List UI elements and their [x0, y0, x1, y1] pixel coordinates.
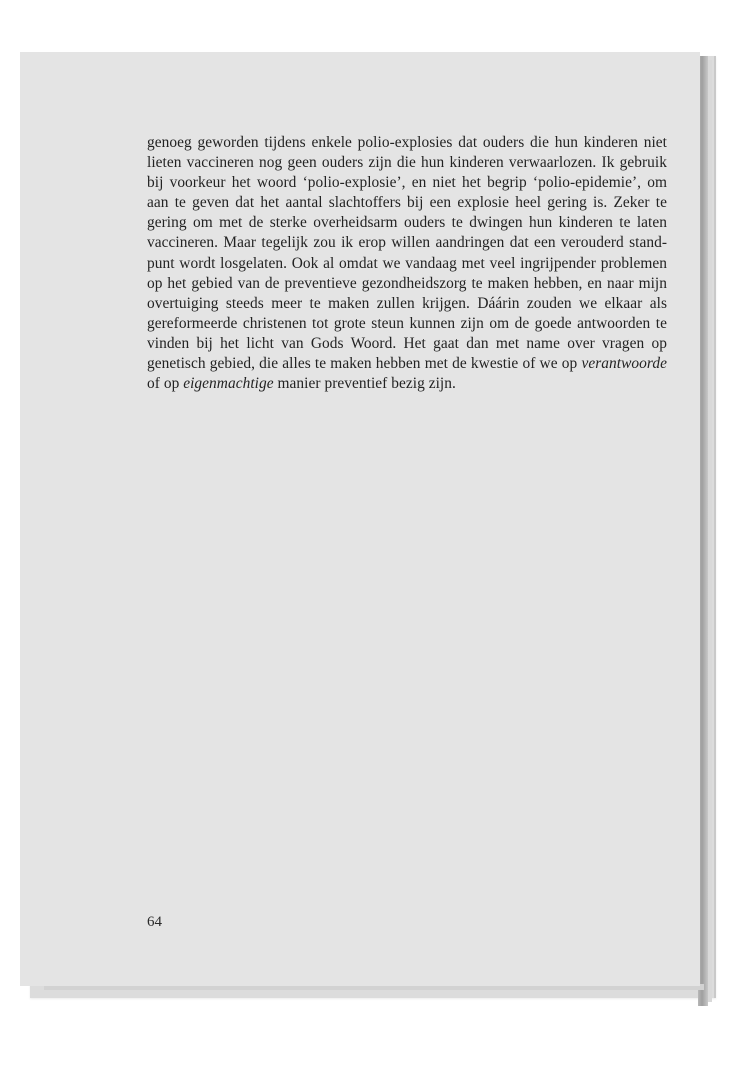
paragraph-italic-verantwoorde: verantwoorde [581, 355, 667, 373]
body-paragraph [147, 133, 667, 394]
paragraph-text-part-3: manier preventief bezig zijn. [273, 375, 456, 393]
page-number: 64 [147, 914, 162, 930]
paragraph-text-part-1: genoeg geworden tijdens enkele polio-explosies dat ouders die hun kinderen niet lieten vaccineren nog geen ouders zijn die hun kinderen verwaarlozen. Ik gebruik bij voorkeur het woord ‘polio-explosie’, en niet het begrip ‘polio-epidemie’, om aan te geven dat het aantal slachtoffers bij een explosie heel gering is. Zeker te gering om met de sterke overheidsarm ouders te dwingen hun kinderen te laten vaccineren. Maar tegelijk zou ik erop willen aandringen dat een verouderd standpunt wordt losgelaten. Ook al omdat we vandaag met veel ingrijpender problemen op het gebied van de preventieve gezondheidszorg te maken hebben, en naar mijn overtuiging steeds meer te maken zullen krijgen. Dáárin zouden we elkaar als gereformeerde christenen tot grote steun kunnen zijn om de goede antwoorden te vinden bij het licht van Gods Woord. Het gaat dan met name over vragen op genetisch gebied, die alles te maken hebben met de kwestie of we op [147, 134, 667, 373]
paragraph-italic-eigenmachtige: eigenmachtige [183, 375, 274, 393]
page-edge-outer [708, 60, 712, 1002]
paragraph-text-part-2: of op [147, 375, 184, 393]
